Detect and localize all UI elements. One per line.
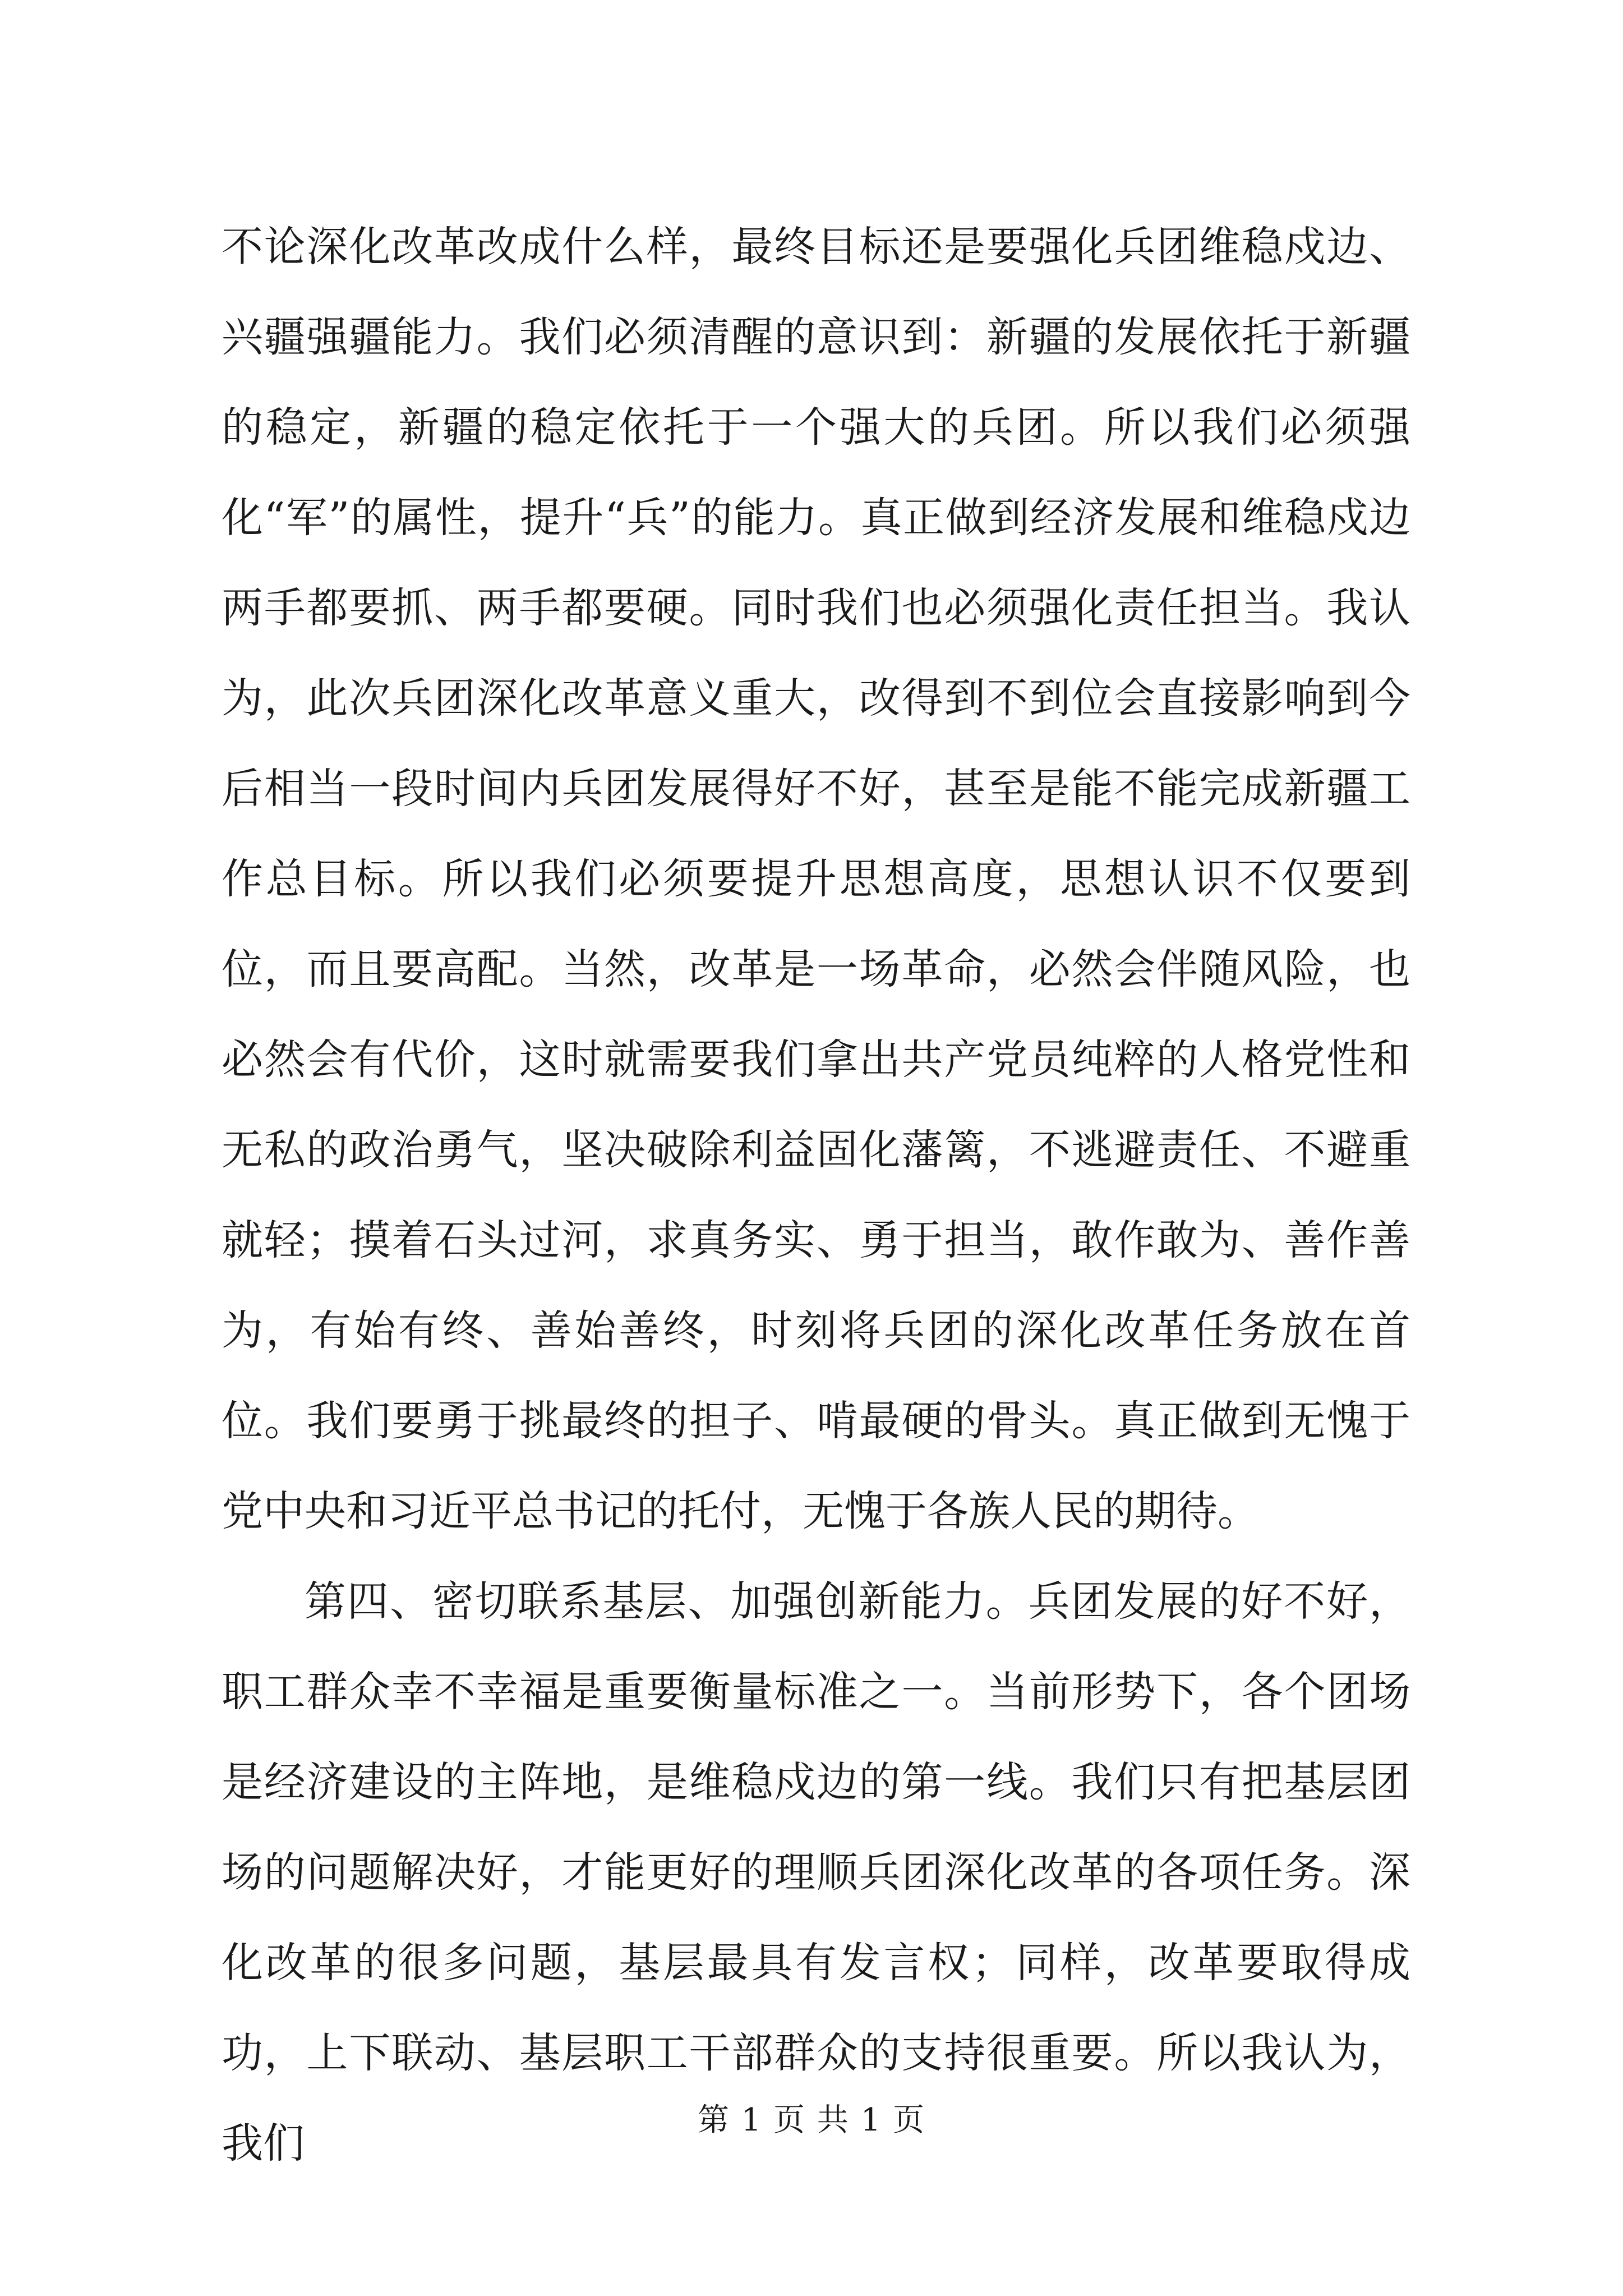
document-body xyxy=(222,202,1410,2189)
paragraph-1: 不论深化改革改成什么样，最终目标还是要强化兵团维稳戍边、兴疆强疆能力。我们必须清醒的意识到：新疆的发展依托于新疆的稳定，新疆的稳定依托于一个强大的兵团。所以我们必须强化“军”的属性，提升“兵”的能力。真正做到经济发展和维稳戍边两手都要抓、两手都要硬。同时我们也必须强化责任担当。我认为，此次兵团深化改革意义重大，改得到不到位会直接影响到今后相当一段时间内兵团发展得好不好，甚至是能不能完成新疆工作总目标。所以我们必须要提升思想高度，思想认识不仅要到位，而且要高配。当然，改革是一场革命，必然会伴随风险，也必然会有代价，这时就需要我们拿出共产党员纯粹的人格党性和无私的政治勇气，坚决破除利益固化藩篱，不逃避责任、不避重就轻；摸着石头过河，求真务实、勇于担当，敢作敢为、善作善为，有始有终、善始善终，时刻将兵团的深化改革任务放在首位。我们要勇于挑最终的担子、啃最硬的骨头。真正做到无愧于党中央和习近平总书记的托付，无愧于各族人民的期待。 xyxy=(222,223,1410,1535)
page-footer: 第 1 页 共 1 页 xyxy=(697,2102,926,2138)
paragraph-2: 第四、密切联系基层、加强创新能力。兵团发展的好不好，职工群众幸不幸福是重要衡量标准之一。当前形势下，各个团场是经济建设的主阵地，是维稳戍边的第一线。我们只有把基层团场的问题解决好，才能更好的理顺兵团深化改革的各项任务。深化改革的很多问题，基层最具有发言权；同样，改革要取得成功，上下联动、基层职工干部群众的支持很重要。所以我认为，我们 xyxy=(222,1577,1410,2168)
